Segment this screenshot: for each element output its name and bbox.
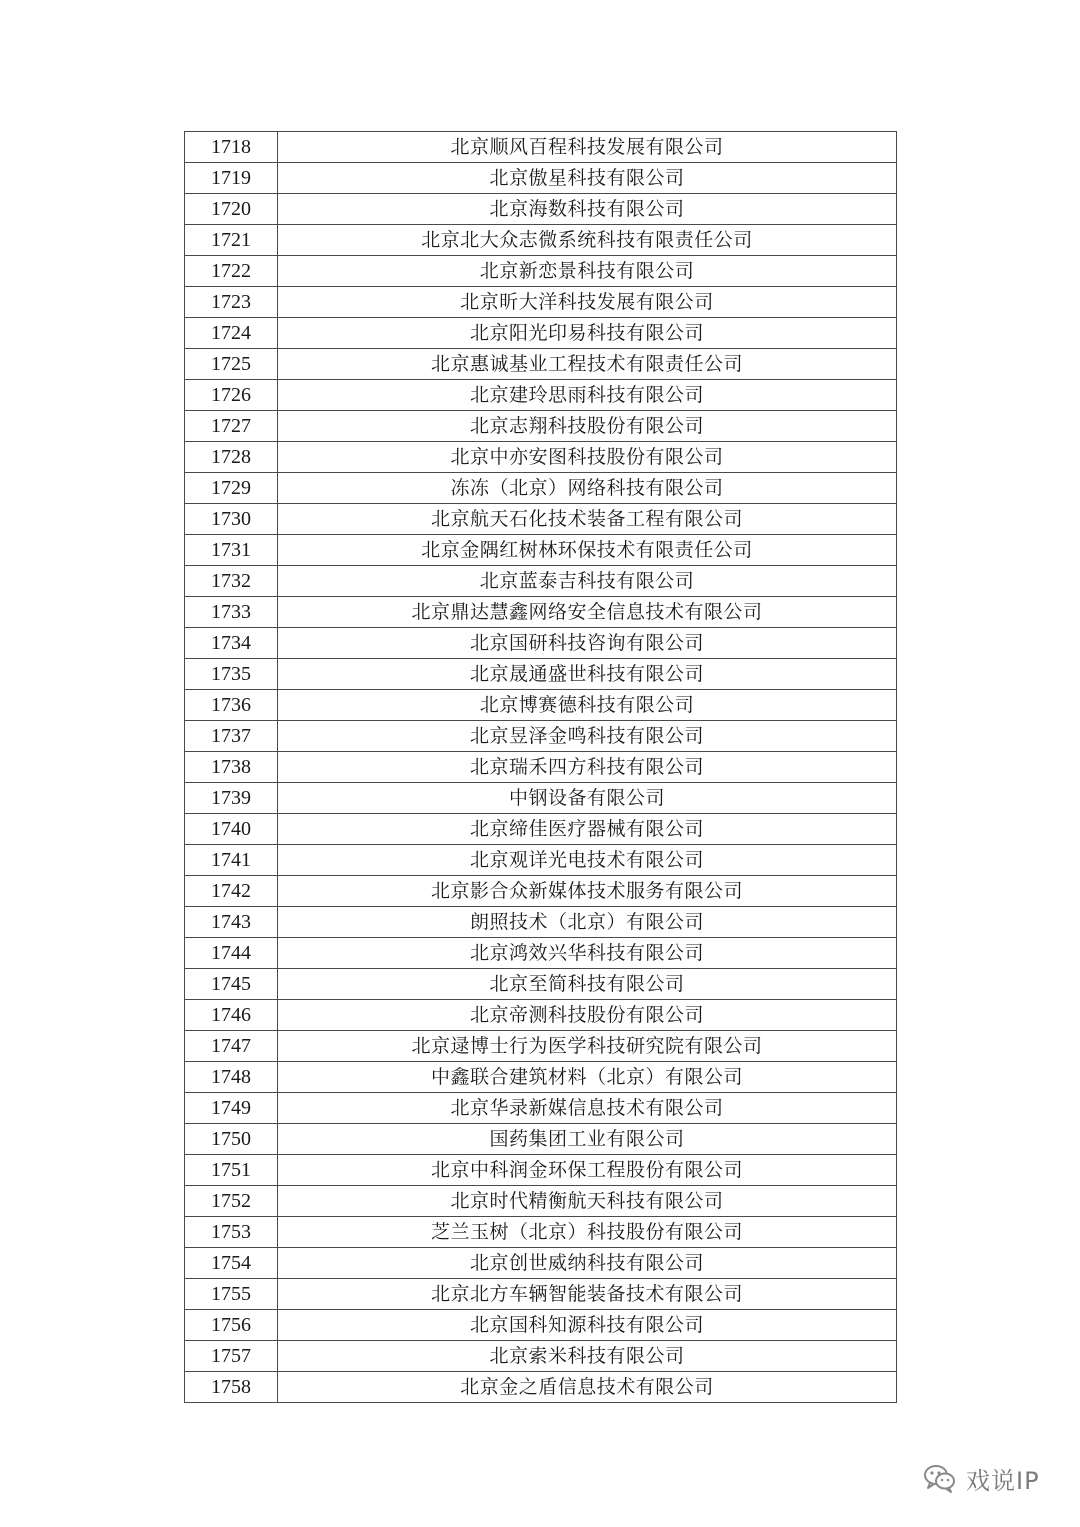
table-row <box>185 1279 897 1310</box>
company-name: 北京昕大洋科技发展有限公司 <box>278 287 897 318</box>
table-row <box>185 690 897 721</box>
table-row <box>185 1186 897 1217</box>
table-row <box>185 566 897 597</box>
company-name: 国药集团工业有限公司 <box>278 1124 897 1155</box>
row-number: 1744 <box>185 938 278 969</box>
table-row <box>185 1372 897 1403</box>
table-row <box>185 318 897 349</box>
company-name: 北京国研科技咨询有限公司 <box>278 628 897 659</box>
row-number: 1724 <box>185 318 278 349</box>
table-row <box>185 845 897 876</box>
table-row <box>185 287 897 318</box>
company-name: 北京国科知源科技有限公司 <box>278 1310 897 1341</box>
company-name: 北京北方车辆智能装备技术有限公司 <box>278 1279 897 1310</box>
table-row <box>185 597 897 628</box>
company-name: 北京鸿效兴华科技有限公司 <box>278 938 897 969</box>
company-name: 冻冻（北京）网络科技有限公司 <box>278 473 897 504</box>
table-row <box>185 1248 897 1279</box>
table-row <box>185 163 897 194</box>
row-number: 1733 <box>185 597 278 628</box>
company-name: 北京海数科技有限公司 <box>278 194 897 225</box>
company-name: 北京金之盾信息技术有限公司 <box>278 1372 897 1403</box>
company-name: 北京中亦安图科技股份有限公司 <box>278 442 897 473</box>
company-name: 北京索米科技有限公司 <box>278 1341 897 1372</box>
company-name: 北京华录新媒信息技术有限公司 <box>278 1093 897 1124</box>
company-name: 北京至简科技有限公司 <box>278 969 897 1000</box>
row-number: 1727 <box>185 411 278 442</box>
row-number: 1754 <box>185 1248 278 1279</box>
table-row <box>185 442 897 473</box>
row-number: 1721 <box>185 225 278 256</box>
table-row <box>185 1031 897 1062</box>
table-row <box>185 194 897 225</box>
company-name: 中钢设备有限公司 <box>278 783 897 814</box>
company-name: 北京惠诚基业工程技术有限责任公司 <box>278 349 897 380</box>
row-number: 1753 <box>185 1217 278 1248</box>
company-name: 北京帝测科技股份有限公司 <box>278 1000 897 1031</box>
table-row <box>185 628 897 659</box>
table-row <box>185 721 897 752</box>
table-row <box>185 473 897 504</box>
row-number: 1758 <box>185 1372 278 1403</box>
row-number: 1736 <box>185 690 278 721</box>
row-number: 1749 <box>185 1093 278 1124</box>
table-row <box>185 752 897 783</box>
watermark <box>922 1458 1040 1498</box>
row-number: 1746 <box>185 1000 278 1031</box>
row-number: 1734 <box>185 628 278 659</box>
row-number: 1735 <box>185 659 278 690</box>
table-row <box>185 1310 897 1341</box>
company-name: 北京建玲思雨科技有限公司 <box>278 380 897 411</box>
company-name: 北京志翔科技股份有限公司 <box>278 411 897 442</box>
table-row <box>185 1000 897 1031</box>
company-name: 北京北大众志微系统科技有限责任公司 <box>278 225 897 256</box>
table-row <box>185 380 897 411</box>
table-row <box>185 907 897 938</box>
row-number: 1731 <box>185 535 278 566</box>
table-row <box>185 132 897 163</box>
company-name: 北京蓝泰吉科技有限公司 <box>278 566 897 597</box>
table-row <box>185 535 897 566</box>
row-number: 1741 <box>185 845 278 876</box>
row-number: 1730 <box>185 504 278 535</box>
company-name: 中鑫联合建筑材料（北京）有限公司 <box>278 1062 897 1093</box>
row-number: 1748 <box>185 1062 278 1093</box>
table-row <box>185 876 897 907</box>
row-number: 1742 <box>185 876 278 907</box>
table-row <box>185 659 897 690</box>
table-row <box>185 256 897 287</box>
company-name: 北京阳光印易科技有限公司 <box>278 318 897 349</box>
company-name: 北京昱泽金鸣科技有限公司 <box>278 721 897 752</box>
company-name: 北京金隅红树林环保技术有限责任公司 <box>278 535 897 566</box>
row-number: 1755 <box>185 1279 278 1310</box>
table-row <box>185 225 897 256</box>
row-number: 1723 <box>185 287 278 318</box>
row-number: 1725 <box>185 349 278 380</box>
table-row <box>185 1341 897 1372</box>
row-number: 1740 <box>185 814 278 845</box>
company-name: 北京晟通盛世科技有限公司 <box>278 659 897 690</box>
company-name: 北京鼎达慧鑫网络安全信息技术有限公司 <box>278 597 897 628</box>
row-number: 1738 <box>185 752 278 783</box>
company-name: 北京缔佳医疗器械有限公司 <box>278 814 897 845</box>
table-row <box>185 814 897 845</box>
row-number: 1743 <box>185 907 278 938</box>
table-row <box>185 938 897 969</box>
table-row <box>185 969 897 1000</box>
row-number: 1751 <box>185 1155 278 1186</box>
table-row <box>185 1217 897 1248</box>
company-name: 北京中科润金环保工程股份有限公司 <box>278 1155 897 1186</box>
table-body <box>185 132 897 1403</box>
company-name: 芝兰玉树（北京）科技股份有限公司 <box>278 1217 897 1248</box>
table-row <box>185 349 897 380</box>
table-row <box>185 783 897 814</box>
company-name: 北京影合众新媒体技术服务有限公司 <box>278 876 897 907</box>
row-number: 1719 <box>185 163 278 194</box>
row-number: 1718 <box>185 132 278 163</box>
row-number: 1720 <box>185 194 278 225</box>
table-row <box>185 1093 897 1124</box>
row-number: 1752 <box>185 1186 278 1217</box>
company-name: 北京航天石化技术装备工程有限公司 <box>278 504 897 535</box>
company-name: 朗照技术（北京）有限公司 <box>278 907 897 938</box>
row-number: 1745 <box>185 969 278 1000</box>
company-name: 北京时代精衡航天科技有限公司 <box>278 1186 897 1217</box>
row-number: 1737 <box>185 721 278 752</box>
company-name: 北京新恋景科技有限公司 <box>278 256 897 287</box>
row-number: 1757 <box>185 1341 278 1372</box>
company-name: 北京瑞禾四方科技有限公司 <box>278 752 897 783</box>
row-number: 1728 <box>185 442 278 473</box>
table-row <box>185 411 897 442</box>
row-number: 1750 <box>185 1124 278 1155</box>
table-row <box>185 1124 897 1155</box>
company-name: 北京创世威纳科技有限公司 <box>278 1248 897 1279</box>
row-number: 1747 <box>185 1031 278 1062</box>
row-number: 1722 <box>185 256 278 287</box>
row-number: 1739 <box>185 783 278 814</box>
watermark-text: 戏说IP <box>966 1466 1040 1495</box>
row-number: 1729 <box>185 473 278 504</box>
company-name: 北京观详光电技术有限公司 <box>278 845 897 876</box>
company-name: 北京逯博士行为医学科技研究院有限公司 <box>278 1031 897 1062</box>
table-row <box>185 1062 897 1093</box>
company-name: 北京傲星科技有限公司 <box>278 163 897 194</box>
company-list-table <box>184 131 897 1403</box>
row-number: 1732 <box>185 566 278 597</box>
wechat-icon <box>922 1462 958 1494</box>
table-row <box>185 504 897 535</box>
company-name: 北京顺风百程科技发展有限公司 <box>278 132 897 163</box>
row-number: 1756 <box>185 1310 278 1341</box>
row-number: 1726 <box>185 380 278 411</box>
company-name: 北京博赛德科技有限公司 <box>278 690 897 721</box>
table-row <box>185 1155 897 1186</box>
